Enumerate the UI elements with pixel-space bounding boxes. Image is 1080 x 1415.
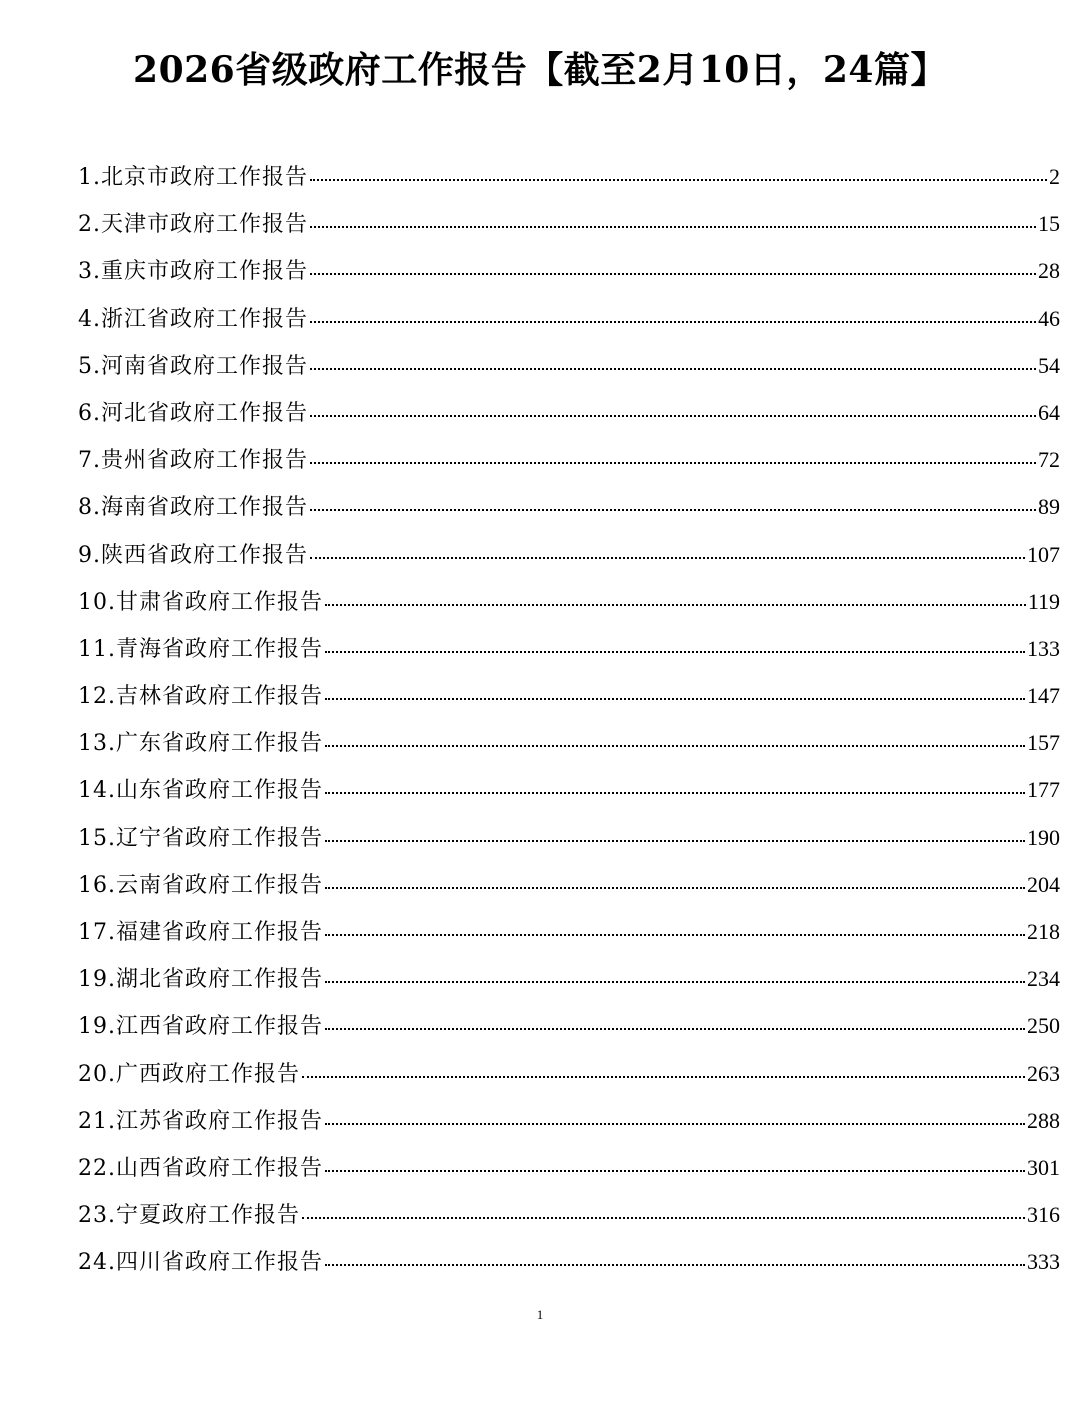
toc-entry[interactable] <box>78 531 1060 578</box>
toc-entry-label: 22.山西省政府工作报告 <box>78 1155 323 1181</box>
toc-entry-label: 24.四川省政府工作报告 <box>78 1250 323 1276</box>
toc-dot-leader <box>325 792 1025 794</box>
toc-entry[interactable] <box>78 672 1060 719</box>
toc-entry[interactable] <box>78 1050 1060 1097</box>
toc-entry-page: 133 <box>1027 635 1060 661</box>
toc-entry-page: 147 <box>1027 683 1060 709</box>
toc-entry[interactable] <box>78 578 1060 625</box>
toc-entry-page: 119 <box>1027 588 1060 614</box>
toc-entry-page: 177 <box>1027 777 1060 803</box>
toc-dot-leader <box>310 415 1036 417</box>
toc-entry[interactable] <box>78 483 1060 530</box>
toc-entry-page: 72 <box>1038 447 1060 473</box>
toc-entry-label: 21.江苏省政府工作报告 <box>78 1108 323 1134</box>
toc-entry-label: 1.北京市政府工作报告 <box>78 165 308 190</box>
toc-entry-page: 64 <box>1038 399 1060 425</box>
toc-entry-label: 5.河南省政府工作报告 <box>78 353 308 379</box>
toc-dot-leader <box>310 557 1025 559</box>
toc-entry-label: 8.海南省政府工作报告 <box>78 495 308 521</box>
toc-dot-leader <box>325 1028 1025 1030</box>
toc-entry-page: 28 <box>1038 258 1060 284</box>
toc-dot-leader <box>325 698 1025 700</box>
table-of-contents <box>78 153 1060 1286</box>
toc-entry-label: 11.青海省政府工作报告 <box>78 636 323 662</box>
toc-entry-page: 54 <box>1038 352 1060 378</box>
toc-entry-page: 288 <box>1027 1107 1060 1133</box>
toc-dot-leader <box>310 273 1036 275</box>
toc-dot-leader <box>325 1264 1025 1266</box>
toc-entry[interactable] <box>78 247 1060 294</box>
toc-entry-page: 89 <box>1038 494 1060 520</box>
toc-dot-leader <box>325 981 1025 983</box>
toc-entry-label: 12.吉林省政府工作报告 <box>78 684 323 710</box>
toc-entry-page: 301 <box>1027 1154 1060 1180</box>
toc-entry[interactable] <box>78 1097 1060 1144</box>
toc-entry[interactable] <box>78 1144 1060 1191</box>
toc-entry[interactable] <box>78 295 1060 342</box>
page-title: 2026省级政府工作报告【截至2月10日，24篇】 <box>133 49 947 92</box>
toc-dot-leader <box>325 934 1025 936</box>
toc-dot-leader <box>310 509 1036 511</box>
toc-entry[interactable] <box>78 861 1060 908</box>
toc-dot-leader <box>310 179 1047 181</box>
toc-entry-page: 46 <box>1038 305 1060 331</box>
toc-dot-leader <box>325 1123 1025 1125</box>
toc-entry[interactable] <box>78 389 1060 436</box>
toc-entry-page: 234 <box>1027 966 1060 992</box>
toc-entry-label: 9.陕西省政府工作报告 <box>78 542 308 568</box>
toc-entry-label: 20.广西政府工作报告 <box>78 1061 300 1087</box>
toc-entry-page: 157 <box>1027 730 1060 756</box>
toc-entry[interactable] <box>78 1238 1060 1285</box>
toc-entry-label: 16.云南省政府工作报告 <box>78 872 323 898</box>
toc-entry[interactable] <box>78 200 1060 247</box>
toc-dot-leader <box>302 1076 1025 1078</box>
toc-entry[interactable] <box>78 766 1060 813</box>
toc-entry-page: 15 <box>1038 211 1060 237</box>
toc-entry-page: 333 <box>1027 1249 1060 1275</box>
toc-entry[interactable] <box>78 908 1060 955</box>
toc-entry[interactable] <box>78 719 1060 766</box>
toc-entry[interactable] <box>78 1002 1060 1049</box>
toc-entry-label: 19.江西省政府工作报告 <box>78 1014 323 1040</box>
toc-dot-leader <box>325 745 1025 747</box>
toc-dot-leader <box>325 887 1025 889</box>
toc-entry-label: 17.福建省政府工作报告 <box>78 920 323 945</box>
toc-entry[interactable] <box>78 342 1060 389</box>
toc-dot-leader <box>302 1217 1025 1219</box>
toc-entry-label: 10.甘肃省政府工作报告 <box>78 589 323 615</box>
toc-entry-label: 3.重庆市政府工作报告 <box>78 259 308 285</box>
toc-entry-page: 190 <box>1027 824 1060 850</box>
toc-dot-leader <box>325 604 1026 606</box>
toc-entry[interactable] <box>78 153 1060 200</box>
toc-entry[interactable] <box>78 955 1060 1002</box>
toc-entry-label: 6.河北省政府工作报告 <box>78 400 308 426</box>
toc-entry-label: 13.广东省政府工作报告 <box>78 731 323 757</box>
toc-dot-leader <box>310 226 1036 228</box>
toc-entry-page: 316 <box>1027 1202 1060 1228</box>
toc-entry-label: 15.辽宁省政府工作报告 <box>78 825 323 851</box>
toc-dot-leader <box>310 368 1036 370</box>
toc-dot-leader <box>310 462 1036 464</box>
toc-entry-page: 204 <box>1027 871 1060 897</box>
toc-entry-page: 250 <box>1027 1013 1060 1039</box>
toc-entry-label: 4.浙江省政府工作报告 <box>78 306 308 332</box>
toc-entry[interactable] <box>78 1191 1060 1238</box>
toc-entry-label: 23.宁夏政府工作报告 <box>78 1203 300 1229</box>
toc-entry-page: 263 <box>1027 1060 1060 1086</box>
toc-entry-page: 2 <box>1049 164 1060 189</box>
toc-entry[interactable] <box>78 625 1060 672</box>
toc-dot-leader <box>325 840 1025 842</box>
toc-entry-label: 19.湖北省政府工作报告 <box>78 967 323 993</box>
toc-dot-leader <box>325 1170 1025 1172</box>
toc-entry[interactable] <box>78 436 1060 483</box>
toc-dot-leader <box>325 651 1025 653</box>
toc-entry-label: 14.山东省政府工作报告 <box>78 778 323 804</box>
toc-entry-label: 7.贵州省政府工作报告 <box>78 448 308 474</box>
toc-entry[interactable] <box>78 814 1060 861</box>
toc-dot-leader <box>310 321 1036 323</box>
toc-entry-page: 218 <box>1027 919 1060 944</box>
toc-entry-page: 107 <box>1027 541 1060 567</box>
page-number: 1 <box>536 1307 544 1322</box>
toc-entry-label: 2.天津市政府工作报告 <box>78 212 308 238</box>
